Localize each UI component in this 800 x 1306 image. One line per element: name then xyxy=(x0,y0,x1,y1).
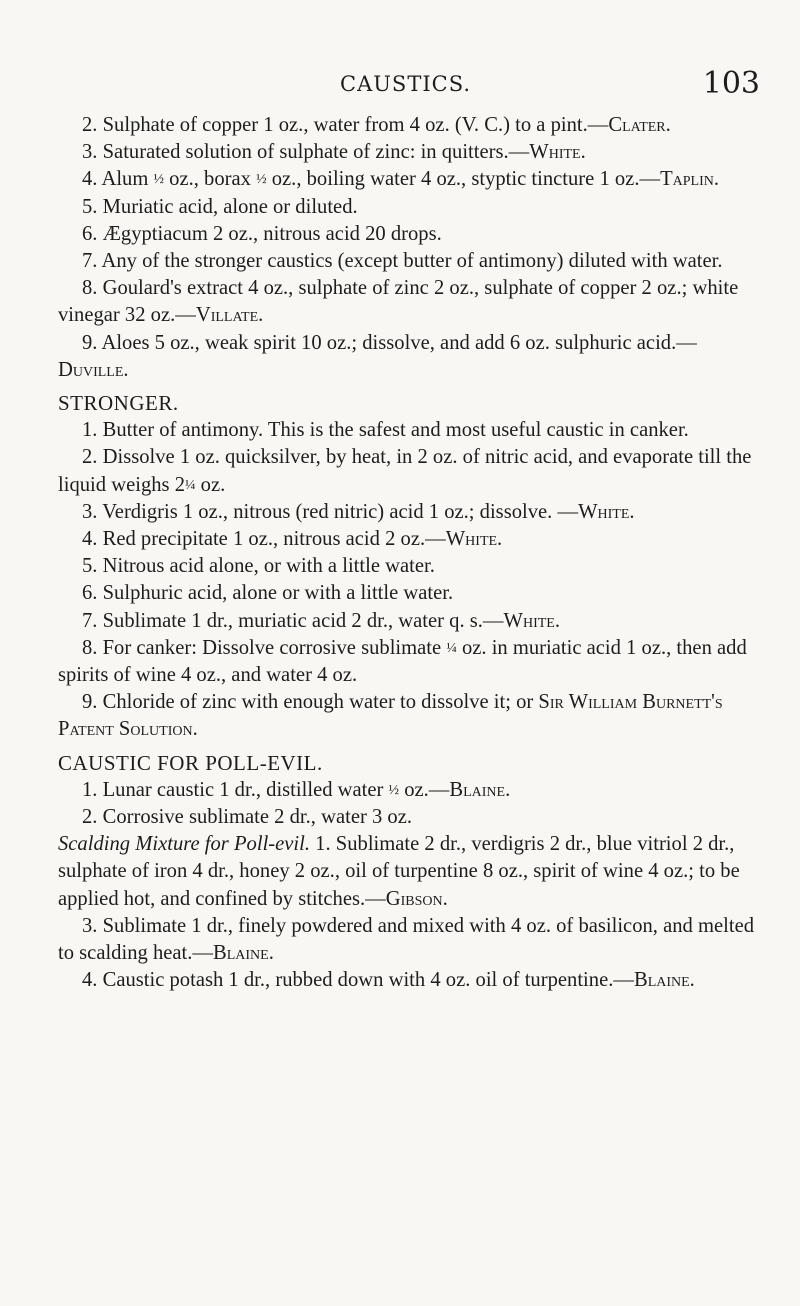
stronger-recipe-3: 3. Verdigris 1 oz., nitrous (red nitric) acid 1 oz.; dissolve. —White. xyxy=(82,500,635,523)
stronger-recipe-9: 9. Chloride of zinc with enough water to dissolve it; or Sir William Burnett's Patent Solution. xyxy=(58,691,723,741)
recipe-5: 5. Muriatic acid, alone or diluted. xyxy=(82,195,358,218)
author-duville: Duville. xyxy=(58,358,129,381)
stronger-recipe-2: 2. Dissolve 1 oz. quicksilver, by heat, in 2 oz. of nitric acid, and evaporate till the liquid weighs 2¼ oz. xyxy=(58,446,752,496)
stronger-recipe-5: 5. Nitrous acid alone, or with a little water. xyxy=(82,555,435,578)
stronger-recipe-1: 1. Butter of antimony. This is the safest and most useful caustic in canker. xyxy=(82,419,689,442)
page-number: 103 xyxy=(702,66,760,101)
stronger-recipe-8: 8. For canker: Dissolve corrosive sublimate ¼ oz. in muriatic acid 1 oz., then add spirits of wine 4 oz., and water 4 oz. xyxy=(58,636,747,687)
recipe-7: 7. Any of the stronger caustics (except butter of antimony) diluted with water. xyxy=(82,250,723,273)
stronger-recipe-6: 6. Sulphuric acid, alone or with a little water. xyxy=(82,582,454,605)
author-clater: Clater. xyxy=(608,114,671,136)
poll-evil-recipe-2: 2. Corrosive sublimate 2 dr., water 3 oz. xyxy=(82,806,413,829)
stronger-recipe-4: 4. Red precipitate 1 oz., nitrous acid 2 oz.—White. xyxy=(82,528,503,551)
page-body xyxy=(58,112,758,995)
scalding-mixture: Scalding Mixture for Poll-evil. 1. Sublimate 2 dr., verdigris 2 dr., blue vitriol 2 dr., sulphate of iron 4 dr., honey 2 oz., oil of turpentine 8 oz., spirit of wine 4 oz.; to be applied hot, and confined by stitches.—Gibson. xyxy=(58,833,740,910)
recipe-6: 6. Ægyptiacum 2 oz., nitrous acid 20 drops. xyxy=(82,222,442,245)
poll-evil-recipe-3: 3. Sublimate 1 dr., finely powdered and mixed with 4 oz. of basilicon, and melted to scalding heat.—Blaine. xyxy=(58,914,755,965)
recipe-3: 3. Saturated solution of sulphate of zinc: in quitters.—White. xyxy=(82,141,586,164)
scalding-mixture-title: Scalding Mixture for Poll-evil. xyxy=(58,833,311,856)
poll-evil-recipe-1: 1. Lunar caustic 1 dr., distilled water ½ oz.—Blaine. xyxy=(82,778,511,801)
recipe-2: 2. Sulphate of copper 1 oz., water from 4 oz. (V. C.) to a pint.—Clater. xyxy=(82,114,671,136)
author-villate: Villate. xyxy=(195,304,264,327)
author-taplin: Taplin. xyxy=(660,168,720,191)
section-heading-poll-evil: CAUSTIC FOR POLL-EVIL. xyxy=(58,750,323,775)
recipe-8: 8. Goulard's extract 4 oz., sulphate of zinc 2 oz., sulphate of copper 2 oz.; white vinegar 32 oz.—Villate. xyxy=(58,277,739,327)
poll-evil-recipe-4: 4. Caustic potash 1 dr., rubbed down with 4 oz. oil of turpentine.—Blaine. xyxy=(82,969,695,992)
page-header xyxy=(70,66,760,106)
recipe-9: 9. Aloes 5 oz., weak spirit 10 oz.; dissolve, and add 6 oz. sulphuric acid.—Duville. xyxy=(58,331,697,381)
stronger-recipe-7: 7. Sublimate 1 dr., muriatic acid 2 dr., water q. s.—White. xyxy=(82,609,560,632)
author-white: White. xyxy=(529,141,586,164)
section-heading-stronger: STRONGER. xyxy=(58,391,179,416)
recipe-4: 4. Alum ½ oz., borax ½ oz., boiling water 4 oz., styptic tincture 1 oz.—Taplin. xyxy=(82,168,720,191)
running-head: CAUSTICS. xyxy=(340,72,472,96)
